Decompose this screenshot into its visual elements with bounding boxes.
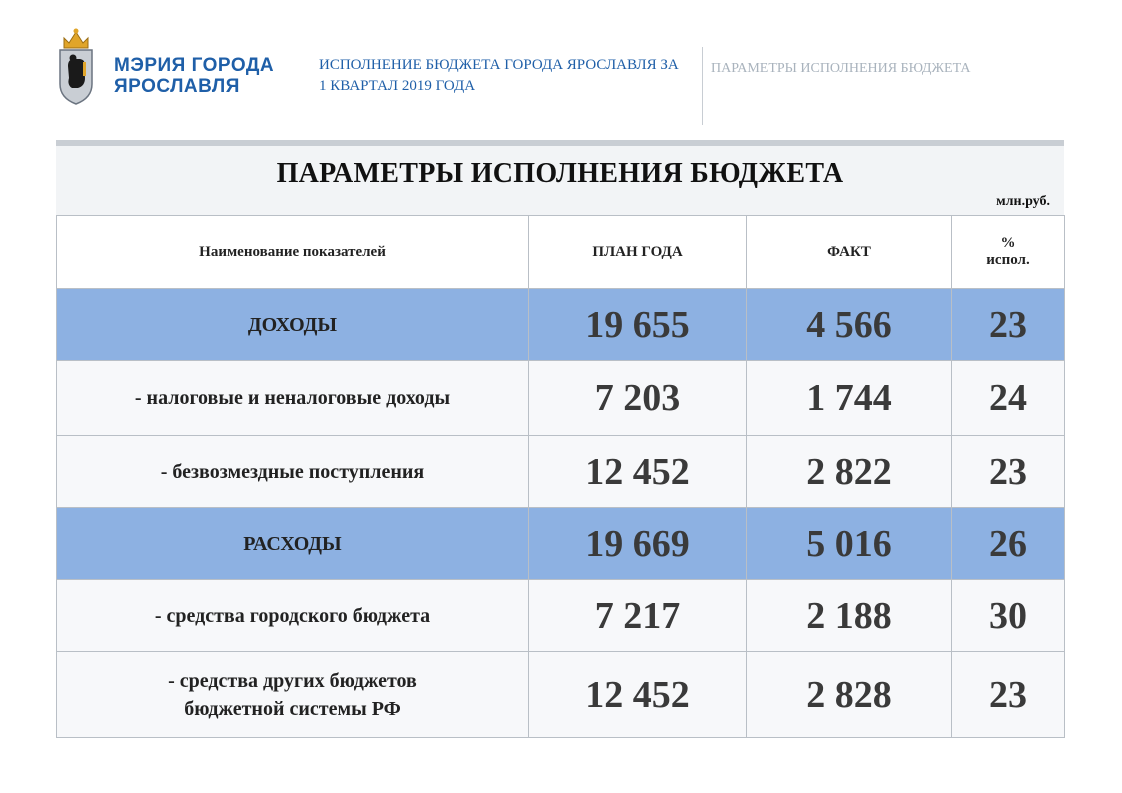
table-row [57, 508, 1065, 580]
org-name-line1: МЭРИЯ ГОРОДА [114, 55, 275, 76]
row-name: - средства городского бюджета [57, 580, 529, 652]
header-divider [702, 47, 703, 125]
row-name-line2: бюджетной системы РФ [184, 697, 401, 720]
units-label: млн.руб. [996, 194, 1050, 209]
row-pct: 24 [952, 361, 1065, 436]
row-fact: 2 828 [747, 652, 952, 738]
row-plan: 19 655 [529, 289, 747, 361]
header-plan: ПЛАН ГОДА [529, 216, 747, 289]
row-fact: 1 744 [747, 361, 952, 436]
table-header-row [57, 216, 1065, 289]
row-fact: 5 016 [747, 508, 952, 580]
table-row [57, 361, 1065, 436]
row-plan: 7 203 [529, 361, 747, 436]
budget-table [56, 215, 1065, 738]
row-plan: 19 669 [529, 508, 747, 580]
row-pct: 23 [952, 289, 1065, 361]
city-crest-icon [56, 26, 96, 106]
header-pct [952, 216, 1065, 289]
row-name-line1: - средства других бюджетов [168, 669, 417, 692]
panel-title: ПАРАМЕТРЫ ИСПОЛНЕНИЯ БЮДЖЕТА [276, 158, 844, 189]
table-row [57, 436, 1065, 508]
row-plan: 12 452 [529, 436, 747, 508]
row-pct: 23 [952, 652, 1065, 738]
header-pct-line2: испол. [986, 252, 1030, 268]
row-pct: 26 [952, 508, 1065, 580]
section-title: ПАРАМЕТРЫ ИСПОЛНЕНИЯ БЮДЖЕТА [711, 61, 971, 76]
org-name-line2: ЯРОСЛАВЛЯ [114, 76, 240, 97]
title-panel [56, 140, 1064, 216]
org-name [114, 55, 274, 97]
header-fact: ФАКТ [747, 216, 952, 289]
document-title: ИСПОЛНЕНИЕ БЮДЖЕТА ГОРОДА ЯРОСЛАВЛЯ ЗА 1 КВАРТАЛ 2019 ГОДА [319, 57, 679, 94]
header-name: Наименование показателей [57, 216, 529, 289]
table-row [57, 652, 1065, 738]
row-pct: 23 [952, 436, 1065, 508]
row-name: РАСХОДЫ [57, 508, 529, 580]
row-plan: 7 217 [529, 580, 747, 652]
slide-header [0, 0, 1122, 130]
table-row [57, 580, 1065, 652]
row-name [57, 652, 529, 738]
row-fact: 2 822 [747, 436, 952, 508]
row-pct: 30 [952, 580, 1065, 652]
table-row [57, 289, 1065, 361]
row-name: ДОХОДЫ [57, 289, 529, 361]
header-pct-line1: % [1000, 235, 1016, 251]
row-fact: 4 566 [747, 289, 952, 361]
row-plan: 12 452 [529, 652, 747, 738]
row-fact: 2 188 [747, 580, 952, 652]
row-name: - безвозмездные поступления [57, 436, 529, 508]
row-name: - налоговые и неналоговые доходы [57, 361, 529, 436]
